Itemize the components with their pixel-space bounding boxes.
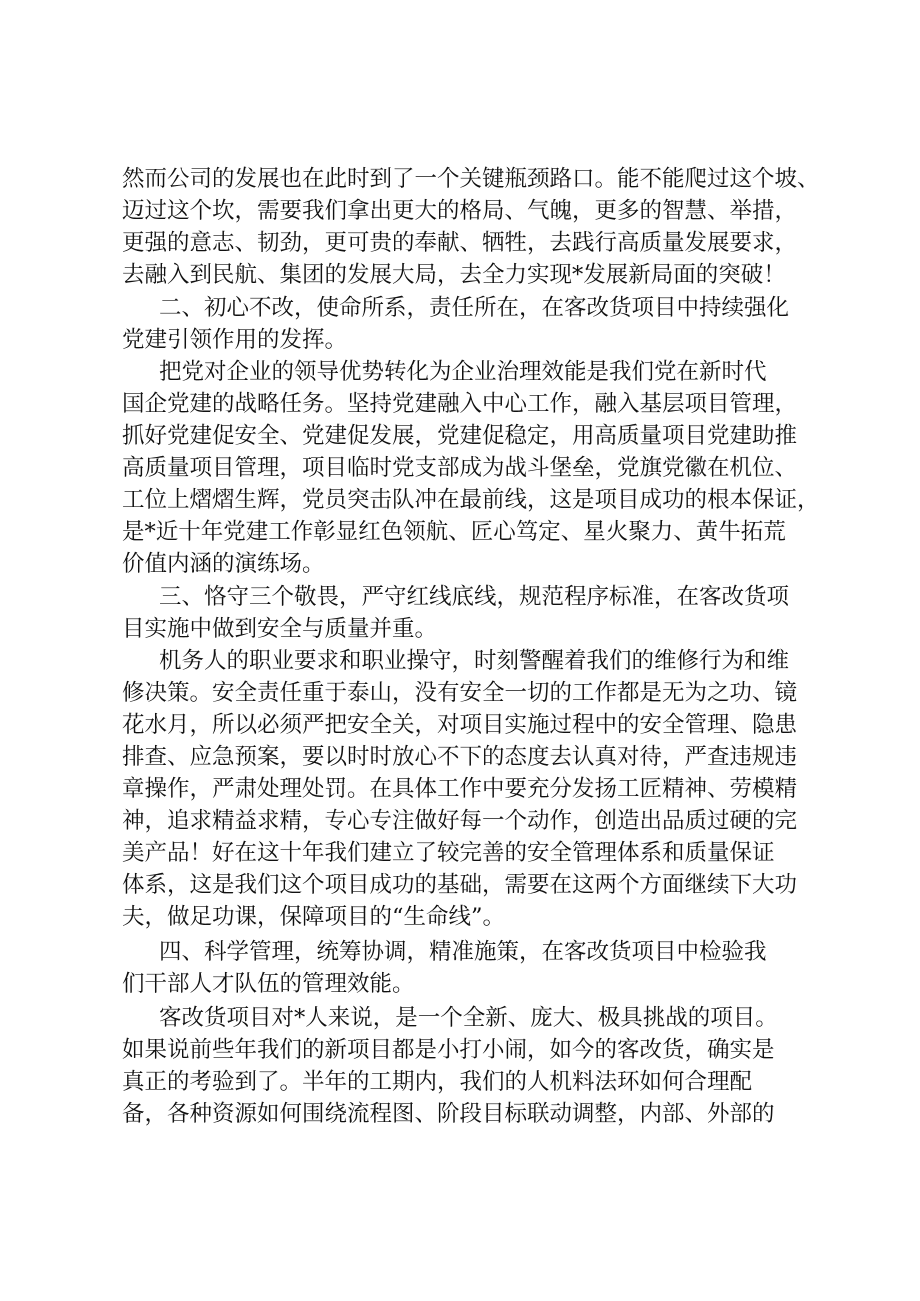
section-heading-line: 四、科学管理，统筹协调，精准施策，在客改货项目中检验我 bbox=[159, 939, 767, 965]
section-heading-line: 们干部人才队伍的管理效能。 bbox=[122, 971, 415, 997]
text-line: 修决策。安全责任重于泰山，没有安全一切的工作都是无为之功、镜 bbox=[122, 680, 798, 706]
text-line: 真正的考验到了。半年的工期内，我们的人机料法环如何合理配 bbox=[122, 1069, 753, 1095]
text-line: 是*近十年党建工作彰显红色领航、匠心笃定、星火聚力、黄牛拓荒 bbox=[122, 519, 786, 545]
text-line: 然而公司的发展也在此时到了一个关键瓶颈路口。能不能爬过这个坡、 bbox=[122, 166, 820, 192]
text-line: 客改货项目对*人来说，是一个全新、庞大、极具挑战的项目。 bbox=[159, 1005, 778, 1031]
text-line: 机务人的职业要求和职业操守，时刻警醒着我们的维修行为和维 bbox=[159, 648, 790, 674]
text-line: 更强的意志、韧劲，更可贵的奉献、牺牲，去践行高质量发展要求， bbox=[122, 230, 798, 256]
text-line: 把党对企业的领导优势转化为企业治理效能是我们党在新时代 bbox=[159, 359, 767, 385]
text-line: 体系，这是我们这个项目成功的基础，需要在这两个方面继续下大功 bbox=[122, 872, 798, 898]
section-heading-line: 党建引领作用的发挥。 bbox=[122, 327, 348, 353]
text-line: 夫，做足功课，保障项目的“生命线”。 bbox=[122, 904, 506, 930]
section-heading-line: 二、初心不改，使命所系，责任所在，在客改货项目中持续强化 bbox=[159, 295, 790, 321]
text-line: 备，各种资源如何围绕流程图、阶段目标联动调整，内部、外部的 bbox=[122, 1101, 775, 1127]
text-line: 抓好党建促安全、党建促发展，党建促稳定，用高质量项目党建助推 bbox=[122, 423, 798, 449]
text-line: 国企党建的战略任务。坚持党建融入中心工作，融入基层项目管理， bbox=[122, 391, 798, 417]
text-line: 如果说前些年我们的新项目都是小打小闹，如今的客改货，确实是 bbox=[122, 1037, 775, 1063]
text-line: 价值内涵的演练场。 bbox=[122, 551, 325, 577]
section-heading-line: 三、恪守三个敬畏，严守红线底线，规范程序标准，在客改货项 bbox=[159, 584, 790, 610]
text-line: 美产品！好在这十年我们建立了较完善的安全管理体系和质量保证 bbox=[122, 840, 775, 866]
text-line: 排查、应急预案，要以时时放心不下的态度去认真对待，严查违规违 bbox=[122, 744, 798, 770]
text-line: 花水月，所以必须严把安全关，对项目实施过程中的安全管理、隐患 bbox=[122, 712, 798, 738]
text-line: 章操作，严肃处理处罚。在具体工作中要充分发扬工匠精神、劳模精 bbox=[122, 776, 798, 802]
text-line: 高质量项目管理，项目临时党支部成为战斗堡垒，党旗党徽在机位、 bbox=[122, 455, 798, 481]
section-heading-line: 目实施中做到安全与质量并重。 bbox=[122, 616, 438, 642]
text-line: 迈过这个坎，需要我们拿出更大的格局、气魄，更多的智慧、举措， bbox=[122, 198, 798, 224]
text-line: 神，追求精益求精，专心专注做好每一个动作，创造出品质过硬的完 bbox=[122, 808, 798, 834]
text-line: 工位上熠熠生辉，党员突击队冲在最前线，这是项目成功的根本保证， bbox=[122, 487, 820, 513]
text-line: 去融入到民航、集团的发展大局，去全力实现*发展新局面的突破！ bbox=[122, 262, 786, 288]
